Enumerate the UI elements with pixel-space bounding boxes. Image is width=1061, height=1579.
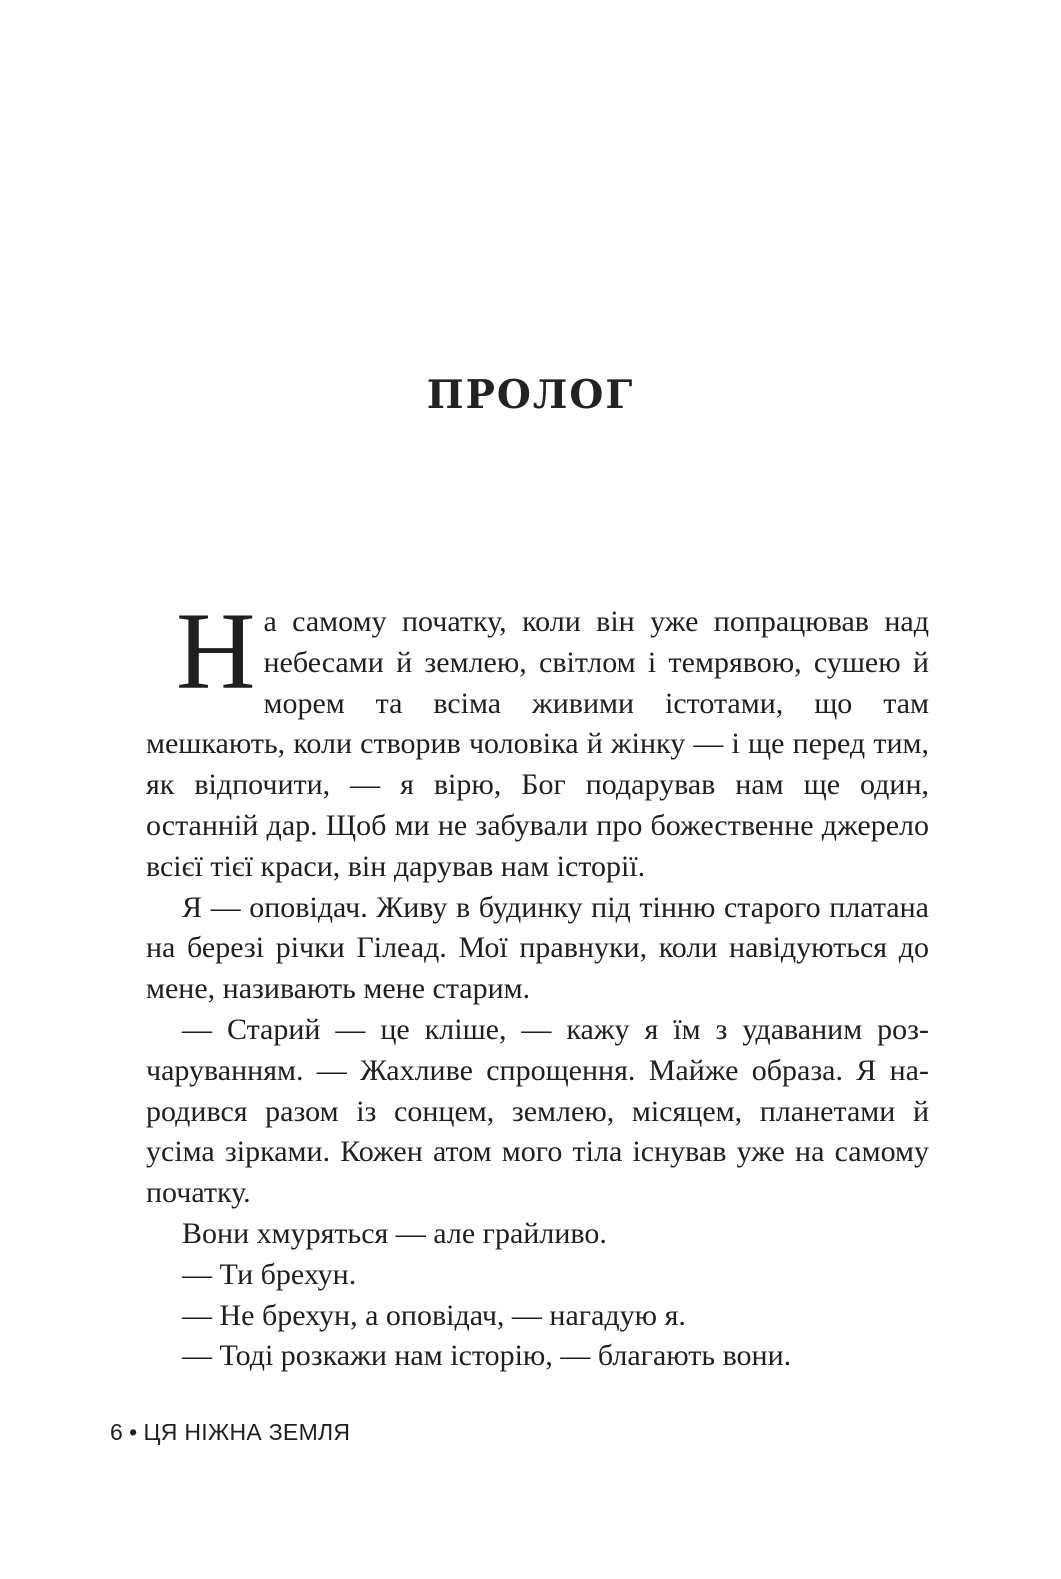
book-title: ЦЯ НІЖНА ЗЕМЛЯ: [143, 1419, 351, 1445]
paragraph: — Не брехун, а оповідач, — нагадую я.: [182, 1298, 686, 1332]
paragraph: Я — оповідач. Живу в будинку під тінню старого платана на березі річки Гілеад. Мої правнуки, коли навідуються до мене, називають мене старим.: [146, 890, 929, 1006]
drop-cap: Н: [176, 590, 256, 712]
paragraph: — Ти брехун.: [182, 1257, 357, 1291]
page-number: 6: [110, 1419, 124, 1445]
running-footer: [110, 1419, 350, 1446]
paragraph: — Старий — це кліше, — кажу я їм з удаваним розчаруванням. — Жахливе спрощення. Майже образа. Я народився разом із сонцем, землею, місяцем, планетами й усіма зірками. Кожен атом мого тіла існував уже на самому початку.: [146, 1012, 929, 1210]
paragraph-text: а самому початку, коли він уже попрацював над небесами й землею, світлом і темрявою, сушею й морем та всіма живими істотами, що там мешкають, коли створив чоловіка й жінку — і ще перед тим, як відпочити, — я вірю, Бог подарував нам ще один, останній дар. Щоб ми не забували про божественне джерело всієї тієї краси, він дарував нам історії.: [146, 605, 929, 883]
bullet-separator: •: [129, 1419, 138, 1445]
prologue-text: [146, 590, 929, 1377]
paragraph: — Тоді розкажи нам історію, — благають вони.: [182, 1339, 792, 1373]
chapter-title: ПРОЛОГ: [426, 372, 635, 418]
paragraph: [146, 590, 929, 888]
paragraph: Вони хмуряться — але грайливо.: [182, 1216, 607, 1250]
